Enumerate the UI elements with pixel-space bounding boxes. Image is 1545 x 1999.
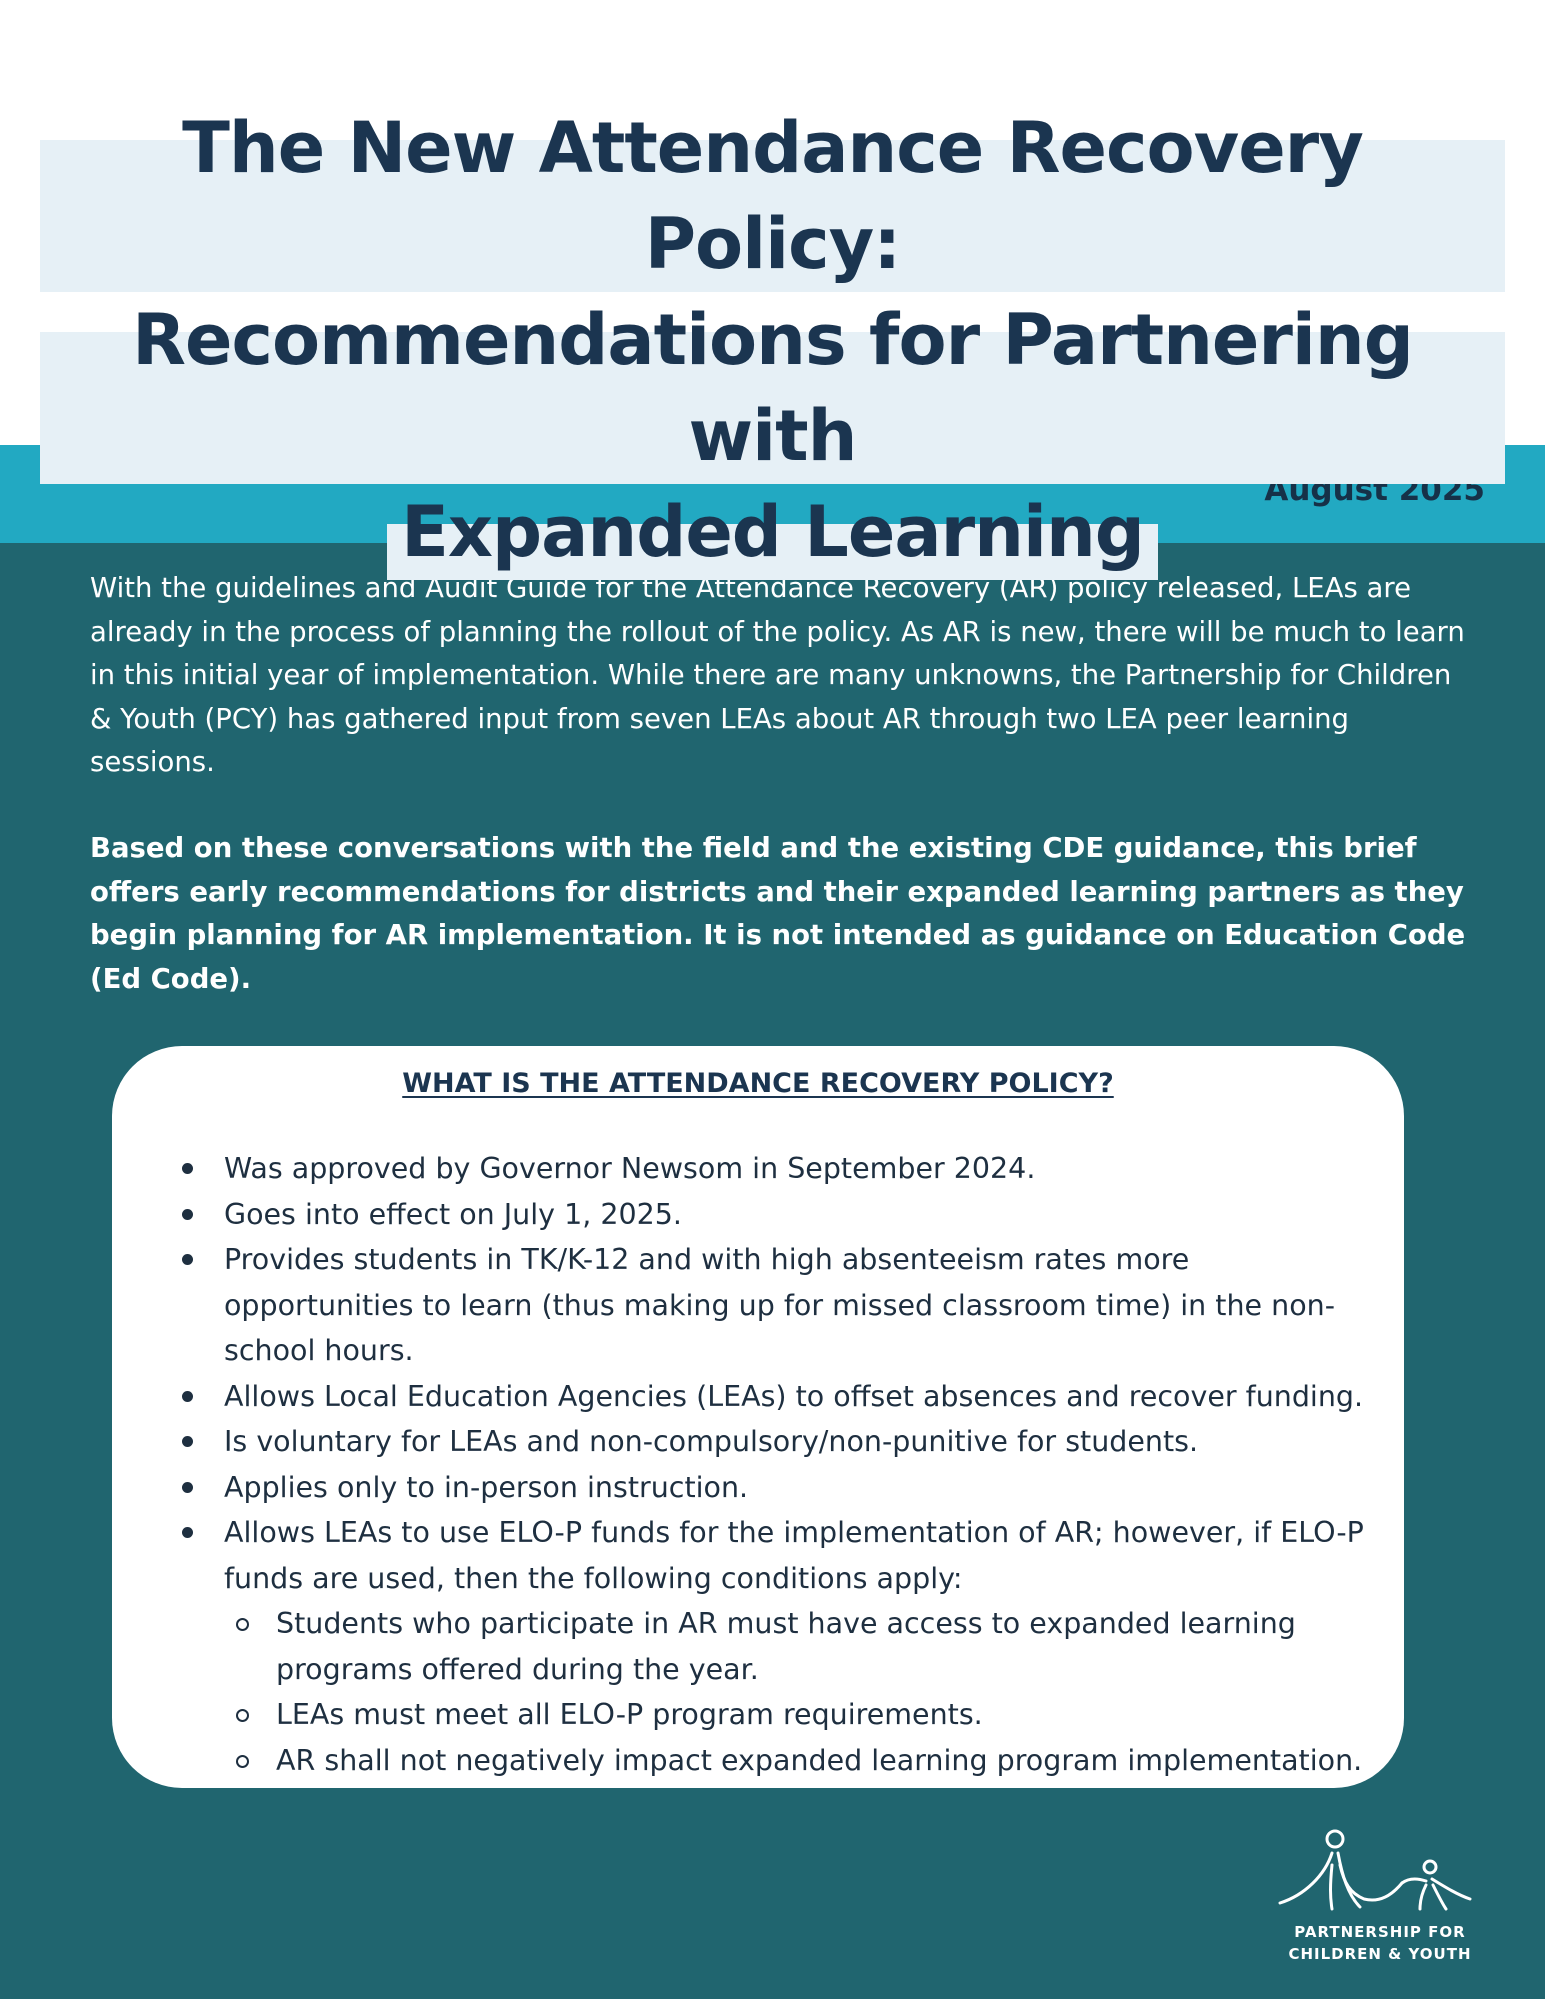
list-item-text: Is voluntary for LEAs and non-compulsory/non-punitive for students. xyxy=(224,1425,1199,1458)
list-item-text: Allows Local Education Agencies (LEAs) to offset absences and recover funding. xyxy=(224,1379,1364,1413)
list-item-text: Applies only to in-person instruction. xyxy=(224,1470,749,1504)
sub-list-item xyxy=(224,1738,1382,1784)
list-item-text: Goes into effect on July 1, 2025. xyxy=(224,1197,682,1231)
bullet-icon xyxy=(182,1163,193,1174)
title-line-3: Expanded Learning xyxy=(387,484,1158,580)
circle-bullet-icon xyxy=(236,1755,249,1768)
title-line-2: Recommendations for Partnering with xyxy=(40,292,1505,484)
card-heading: WHAT IS THE ATTENDANCE RECOVERY POLICY? xyxy=(402,1068,1114,1099)
logo-text xyxy=(1270,1921,1490,1965)
page-title xyxy=(40,100,1505,580)
list-item xyxy=(172,1374,1382,1420)
sub-list-item xyxy=(224,1692,1382,1738)
bullet-icon xyxy=(182,1209,193,1220)
list-item-text: Provides students in TK/K-12 and with high absenteeism rates more opportunities to learn (thus making up for missed classroom time) in the non-school hours. xyxy=(224,1243,1335,1367)
sub-list-item xyxy=(224,1601,1382,1692)
bullet-icon xyxy=(182,1391,193,1402)
conditions-sublist xyxy=(224,1601,1382,1783)
list-item xyxy=(172,1237,1382,1374)
list-item xyxy=(172,1465,1382,1511)
list-item xyxy=(172,1146,1382,1192)
list-item xyxy=(172,1419,1382,1465)
list-item xyxy=(172,1192,1382,1238)
publication-date: August 2025 xyxy=(1264,472,1485,508)
title-line-1: The New Attendance Recovery Policy: xyxy=(40,100,1505,292)
circle-bullet-icon xyxy=(236,1618,249,1631)
logo-line-2: CHILDREN & YOUTH xyxy=(1288,1945,1472,1963)
circle-bullet-icon xyxy=(236,1709,249,1722)
bullet-icon xyxy=(182,1436,193,1447)
list-item xyxy=(172,1510,1382,1783)
bullet-icon xyxy=(182,1482,193,1493)
logo-line-1: PARTNERSHIP FOR xyxy=(1294,1923,1466,1941)
pcy-logo xyxy=(1270,1825,1490,1995)
intro-bold-paragraph: Based on these conversations with the field and the existing CDE guidance, this brief offers early recommendations for districts and their expanded learning partners as they begin planning for AR implementation. It is not intended as guidance on Education Code (Ed Code). xyxy=(90,832,1466,995)
intro-paragraph: With the guidelines and Audit Guide for the Attendance Recovery (AR) policy released, LEAs are already in the process of planning the rollout of the policy. As AR is new, there will be much to learn in this initial year of implementation. While there are many unknowns, the Partnership for Children & Youth (PCY) has gathered input from seven LEAs about AR through two LEA peer learning sessions. xyxy=(90,572,1465,778)
policy-summary-card xyxy=(112,1046,1404,1788)
two-figures-logo-icon xyxy=(1270,1825,1490,1920)
list-item-text: Allows LEAs to use ELO-P funds for the implementation of AR; however, if ELO-P funds are used, then the following conditions apply: xyxy=(224,1516,1364,1595)
bullet-icon xyxy=(182,1254,193,1265)
sub-list-item-text: AR shall not negatively impact expanded learning program implementation. xyxy=(276,1743,1363,1777)
main-content xyxy=(0,543,1545,1999)
bullet-icon xyxy=(182,1527,193,1538)
policy-list xyxy=(172,1146,1382,1783)
sub-list-item-text: LEAs must meet all ELO-P program requirements. xyxy=(276,1698,983,1731)
list-item-text: Was approved by Governor Newsom in September 2024. xyxy=(224,1152,1036,1185)
sub-list-item-text: Students who participate in AR must have access to expanded learning programs offered during the year. xyxy=(276,1607,1296,1686)
